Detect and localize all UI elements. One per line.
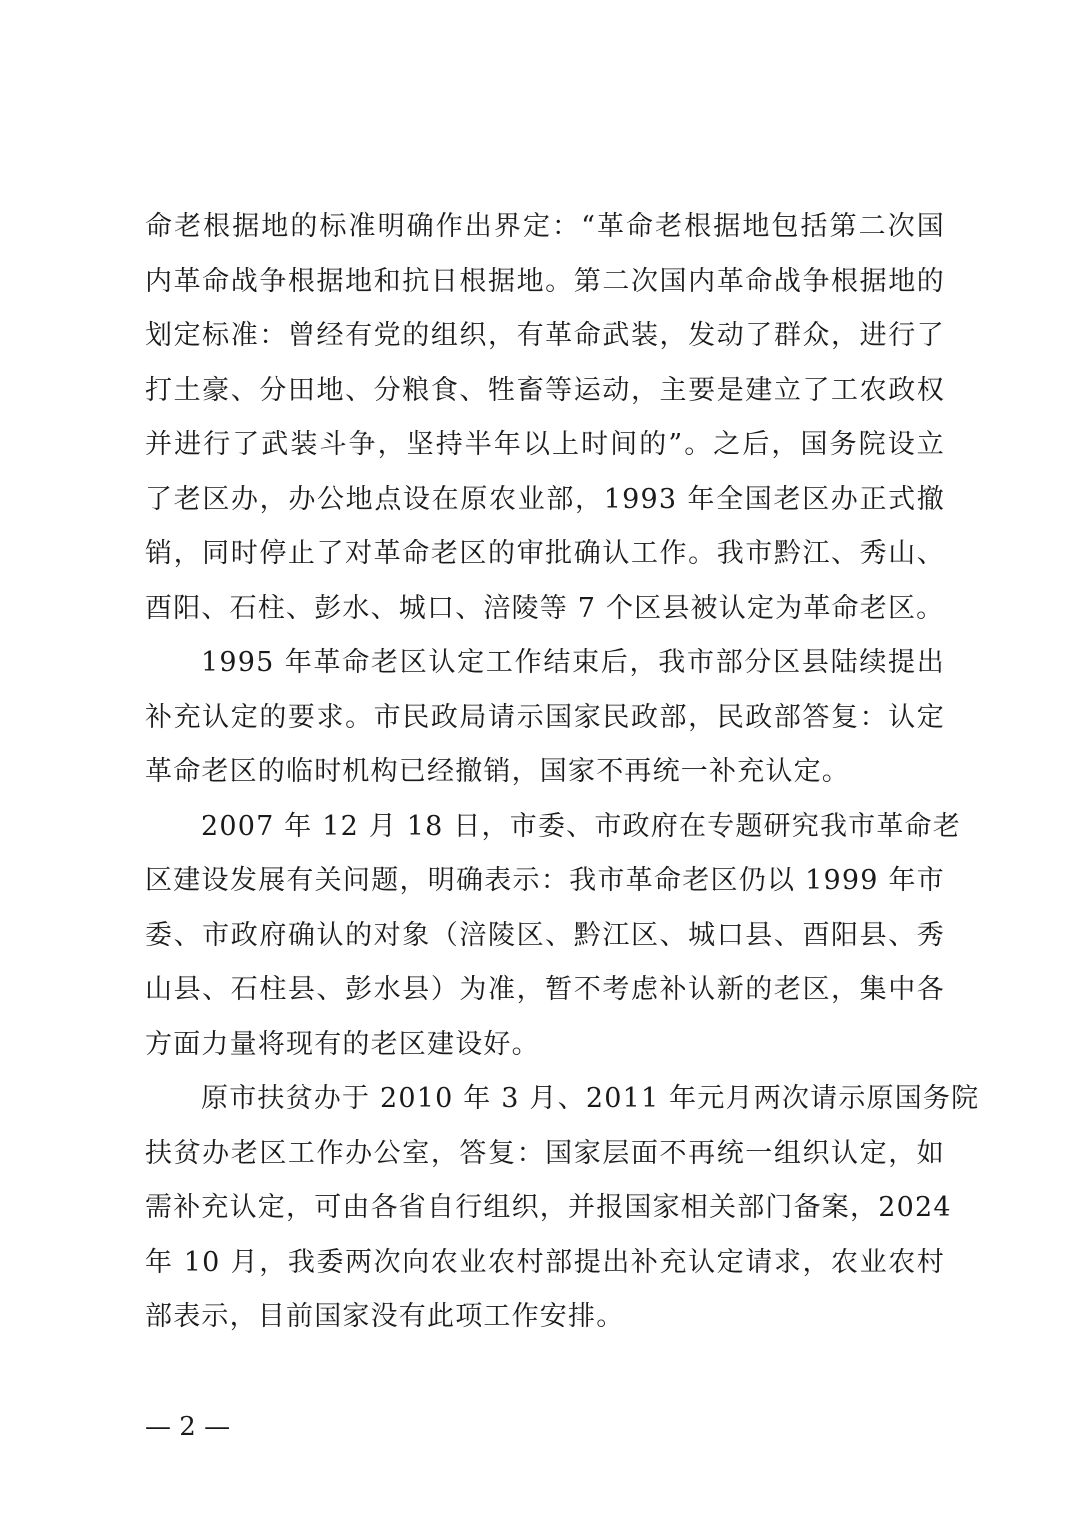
page-number: — 2 — — [145, 1412, 231, 1442]
paragraph-line: 方面力量将现有的老区建设好。 — [145, 1028, 540, 1060]
paragraph-line: 年 10 月，我委两次向农业农村部提出补充认定请求，农业农村 — [145, 1246, 945, 1278]
paragraph-line: 山县、石柱县、彭水县）为准，暂不考虑补认新的老区，集中各 — [145, 974, 945, 1005]
paragraph-line: 命老根据地的标准明确作出界定：“革命老根据地包括第二次国 — [145, 211, 945, 242]
paragraph-line: 需补充认定，可由各省自行组织，并报国家相关部门备案，2024 — [145, 1192, 952, 1223]
paragraph-line: 扶贫办老区工作办公室，答复：国家层面不再统一组织认定，如 — [145, 1137, 945, 1169]
paragraph-line: 内革命战争根据地和抗日根据地。第二次国内革命战争根据地的 — [145, 265, 945, 297]
paragraph-line: 1995 年革命老区认定工作结束后，我市部分区县陆续提出 — [201, 647, 945, 678]
paragraph-line: 并进行了武装斗争，坚持半年以上时间的”。之后，国务院设立 — [145, 429, 945, 460]
paragraph-line: 区建设发展有关问题，明确表示：我市革命老区仍以 1999 年市 — [145, 865, 945, 896]
paragraph-line: 补充认定的要求。市民政局请示国家民政部，民政部答复：认定 — [145, 701, 945, 733]
paragraph-line: 委、市政府确认的对象（涪陵区、黔江区、城口县、酉阳县、秀 — [145, 919, 945, 951]
paragraph-line: 部表示，目前国家没有此项工作安排。 — [145, 1301, 625, 1332]
paragraph-line: 销，同时停止了对革命老区的审批确认工作。我市黔江、秀山、 — [145, 538, 945, 569]
paragraph-line: 划定标准：曾经有党的组织，有革命武装，发动了群众，进行了 — [145, 320, 945, 351]
paragraph-line: 革命老区的临时机构已经撤销，国家不再统一补充认定。 — [145, 756, 850, 787]
paragraph-line: 2007 年 12 月 18 日，市委、市政府在专题研究我市革命老 — [201, 810, 961, 842]
paragraph-line: 打土豪、分田地、分粮食、牲畜等运动，主要是建立了工农政权 — [145, 374, 945, 406]
paragraph-line: 了老区办，办公地点设在原农业部，1993 年全国老区办正式撤 — [145, 483, 945, 515]
body-text — [145, 200, 980, 1345]
paragraph-line: 原市扶贫办于 2010 年 3 月、2011 年元月两次请示原国务院 — [201, 1083, 980, 1114]
paragraph-line: 酉阳、石柱、彭水、城口、涪陵等 7 个区县被认定为革命老区。 — [145, 592, 945, 624]
